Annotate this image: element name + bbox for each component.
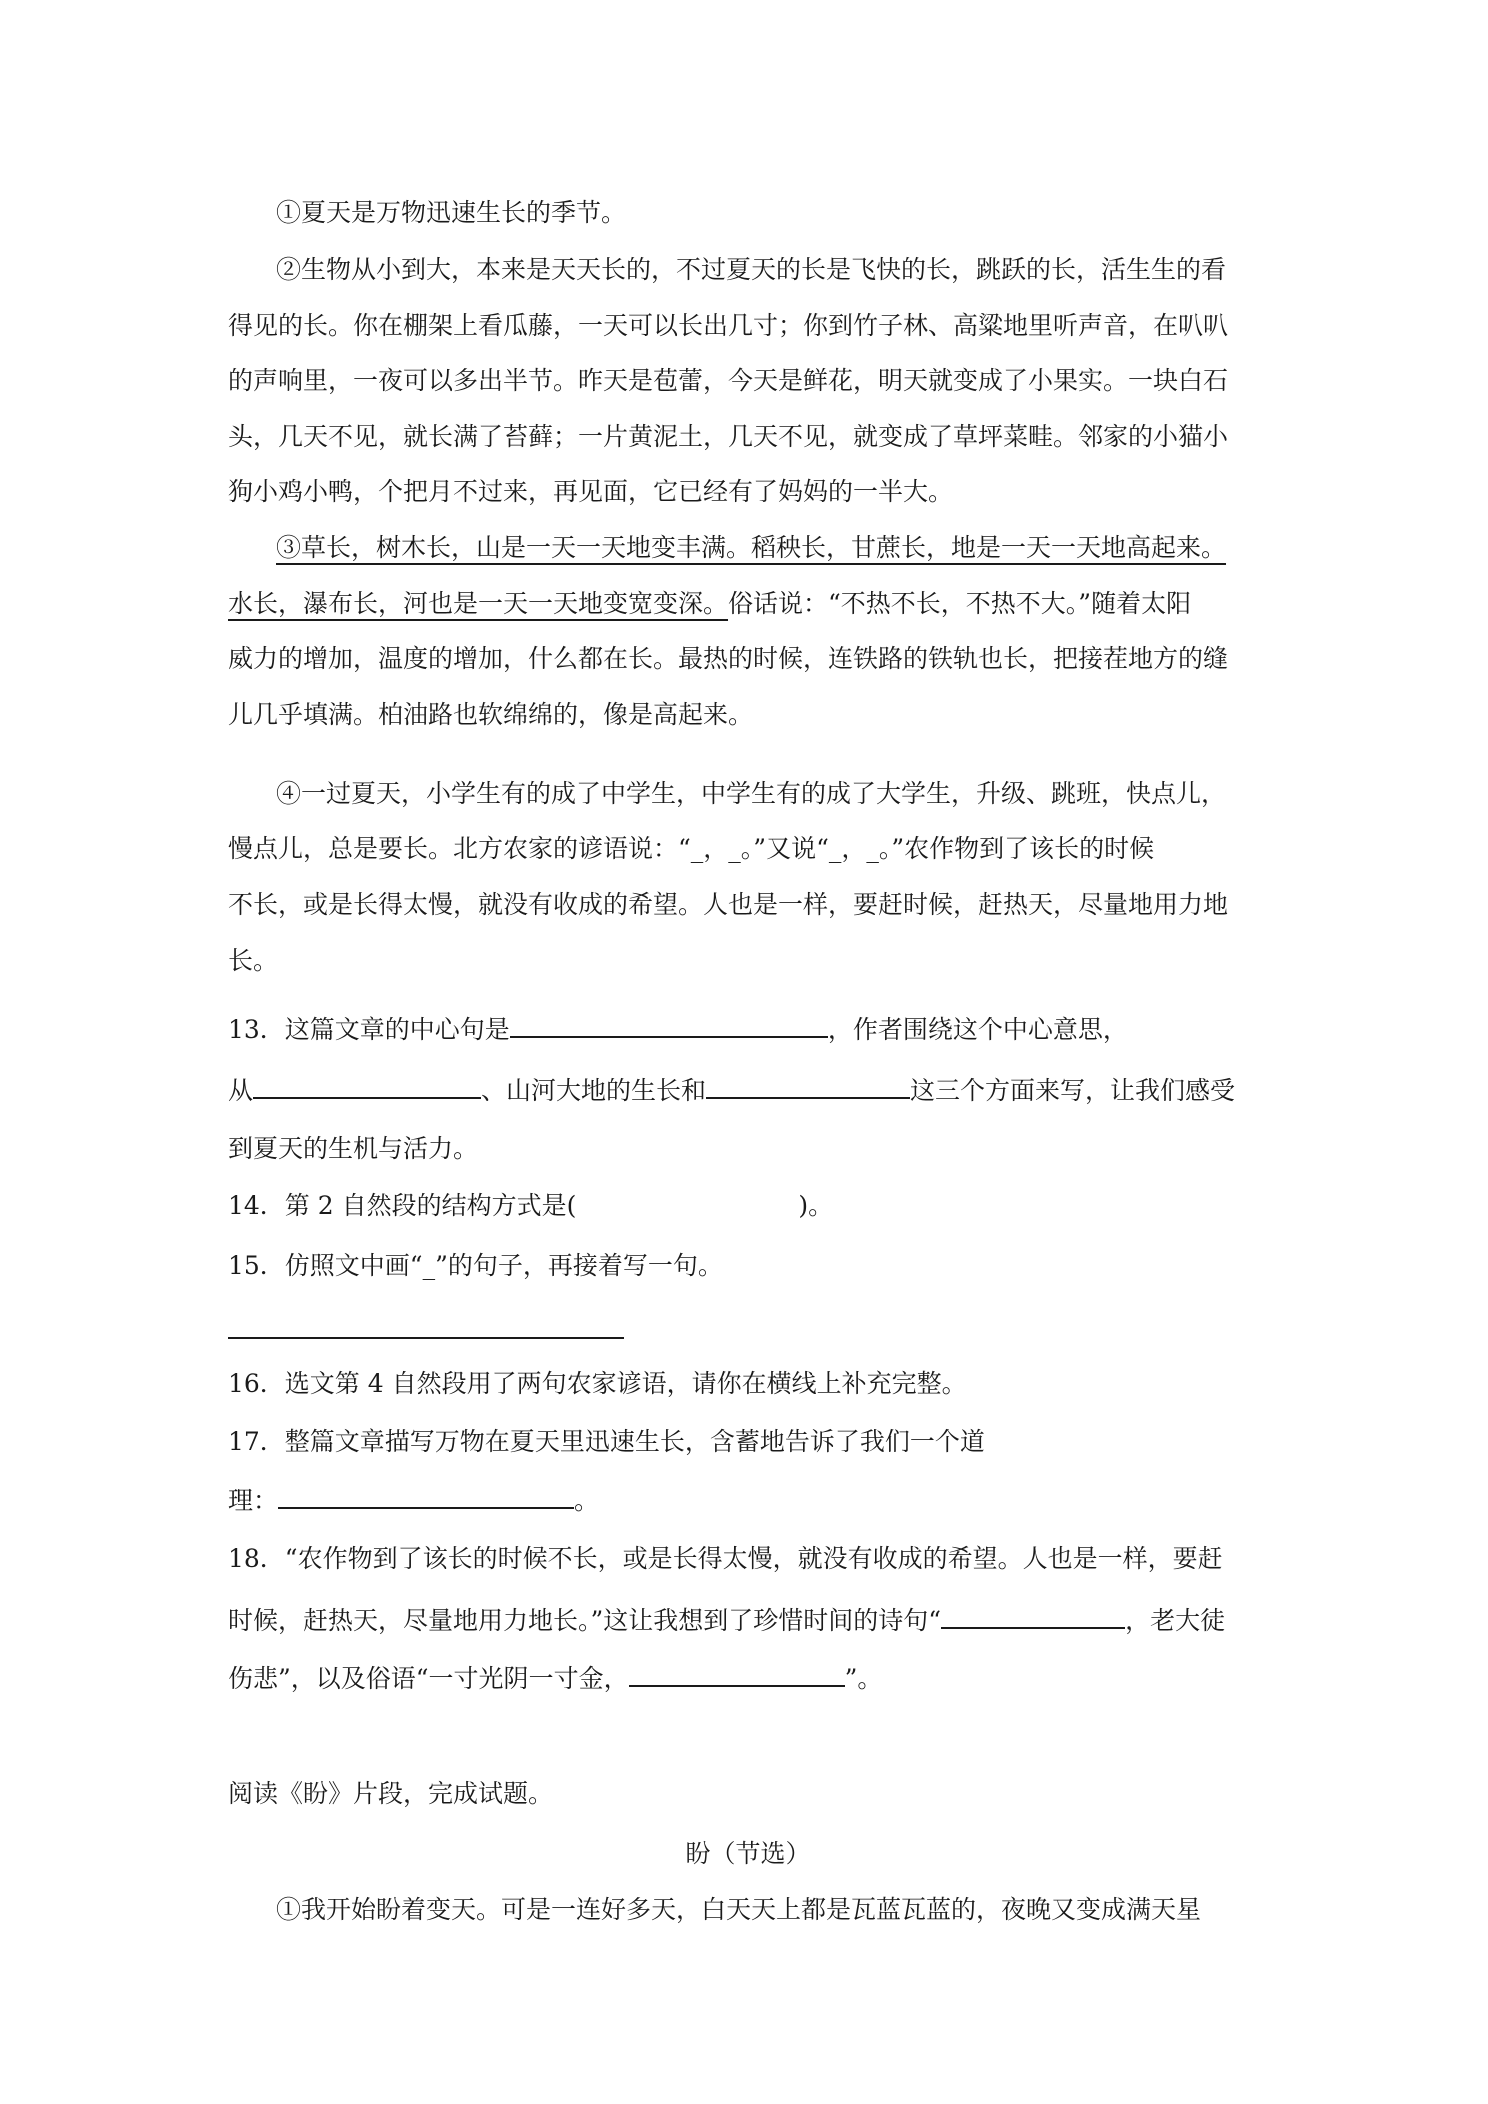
question-17-text-end: 。 bbox=[574, 1486, 600, 1515]
underlined-sentence-part-2: 水长，瀑布长，河也是一天一天地变宽变深。 bbox=[228, 589, 729, 618]
passage1-paragraph-2-line-5: 狗小鸡小鸭，个把月不过来，再见面，它已经有了妈妈的一半大。 bbox=[228, 477, 954, 506]
question-15: 15．仿照文中画“_”的句子，再接着写一句。 bbox=[228, 1251, 723, 1280]
passage1-paragraph-2-line-2: 得见的长。你在棚架上看瓜藤，一天可以长出几寸；你到竹子林、高粱地里听声音，在叭叭 bbox=[228, 311, 1229, 340]
question-14-text-end: )。 bbox=[798, 1191, 834, 1220]
passage1-paragraph-3-line-3: 威力的增加，温度的增加，什么都在长。最热的时候，连铁路的铁轨也长，把接茬地方的缝 bbox=[228, 644, 1229, 673]
question-13-line-1 bbox=[228, 1010, 1268, 1048]
question-13-text-end: 这三个方面来写，让我们感受 bbox=[910, 1076, 1236, 1105]
question-18-text-cont: ，老大徒 bbox=[1125, 1606, 1226, 1635]
question-18-text-proverb: 伤悲”，以及俗语“一寸光阴一寸金， bbox=[228, 1664, 629, 1693]
question-18-line-1: 18．“农作物到了该长的时候不长，或是长得太慢，就没有收成的希望。人也是一样，要赶 bbox=[228, 1544, 1223, 1573]
question-17-text: 理： bbox=[228, 1486, 279, 1515]
question-18-text-end: ”。 bbox=[844, 1664, 883, 1693]
passage2-paragraph-1: ①我开始盼着变天。可是一连好多天，白天天上都是瓦蓝瓦蓝的，夜晚又变成满天星 bbox=[276, 1895, 1202, 1924]
question-14 bbox=[228, 1188, 1268, 1224]
passage1-paragraph-3-line-1 bbox=[276, 530, 1268, 566]
question-17-line-1: 17．整篇文章描写万物在夏天里迅速生长，含蓄地告诉了我们一个道 bbox=[228, 1427, 985, 1456]
question-18-text: 时候，赶热天，尽量地用力地长。”这让我想到了珍惜时间的诗句“ bbox=[228, 1606, 942, 1635]
answer-blank-central-sentence[interactable] bbox=[510, 1010, 828, 1038]
answer-blank-poem-line[interactable] bbox=[941, 1601, 1125, 1629]
answer-line-question-15[interactable] bbox=[228, 1337, 624, 1339]
question-17-line-2 bbox=[228, 1481, 1268, 1519]
proverb-text: 俗话说：“不热不长，不热不大。”随着太阳 bbox=[728, 589, 1192, 618]
passage1-paragraph-1: ①夏天是万物迅速生长的季节。 bbox=[276, 198, 627, 227]
question-14-text: 14．第 2 自然段的结构方式是( bbox=[228, 1191, 577, 1220]
passage1-paragraph-2-line-1: ②生物从小到大，本来是天天长的，不过夏天的长是飞快的长，跳跃的长，活生生的看 bbox=[276, 255, 1227, 284]
answer-blank-aspect-3[interactable] bbox=[706, 1071, 910, 1099]
passage2-intro: 阅读《盼》片段，完成试题。 bbox=[228, 1779, 554, 1808]
passage2-title: 盼（节选） bbox=[685, 1839, 811, 1868]
passage1-paragraph-2-line-4: 头，几天不见，就长满了苔藓；一片黄泥土，几天不见，就变成了草坪菜畦。邻家的小猫小 bbox=[228, 422, 1229, 451]
passage1-paragraph-2-line-3: 的声响里，一夜可以多出半节。昨天是苞蕾，今天是鲜花，明天就变成了小果实。一块白石 bbox=[228, 366, 1229, 395]
answer-blank-lesson[interactable] bbox=[278, 1481, 574, 1509]
passage1-paragraph-4-line-1: ④一过夏天，小学生有的成了中学生，中学生有的成了大学生，升级、跳班，快点儿， bbox=[276, 779, 1227, 808]
question-16: 16．选文第 4 自然段用了两句农家谚语，请你在横线上补充完整。 bbox=[228, 1369, 967, 1398]
question-13-text-mid: 、山河大地的生长和 bbox=[481, 1076, 707, 1105]
passage1-paragraph-3-line-2 bbox=[228, 586, 1268, 622]
question-18-line-3 bbox=[228, 1659, 1268, 1697]
passage1-paragraph-3-line-4: 儿几乎填满。柏油路也软绵绵的，像是高起来。 bbox=[228, 700, 754, 729]
question-13-line-2 bbox=[228, 1071, 1268, 1109]
passage1-paragraph-4-line-2: 慢点儿，总是要长。北方农家的谚语说：“_，_。”又说“_，_。”农作物到了该长的时候 bbox=[228, 834, 1155, 863]
answer-blank-proverb[interactable] bbox=[629, 1659, 845, 1687]
question-13-text-from: 从 bbox=[228, 1076, 254, 1105]
passage1-paragraph-4-line-4: 长。 bbox=[228, 946, 279, 975]
question-13-text: 13．这篇文章的中心句是 bbox=[228, 1015, 510, 1044]
passage1-paragraph-4-line-3: 不长，或是长得太慢，就没有收成的希望。人也是一样，要赶时候，赶热天，尽量地用力地 bbox=[228, 890, 1229, 919]
question-13-text-cont: ，作者围绕这个中心意思， bbox=[827, 1015, 1128, 1044]
underlined-sentence-part-1: ③草长，树木长，山是一天一天地变丰满。稻秧长，甘蔗长，地是一天一天地高起来。 bbox=[276, 533, 1227, 562]
question-18-line-2 bbox=[228, 1601, 1268, 1639]
question-13-line-3: 到夏天的生机与活力。 bbox=[228, 1134, 479, 1163]
answer-blank-aspect-1[interactable] bbox=[253, 1071, 481, 1099]
